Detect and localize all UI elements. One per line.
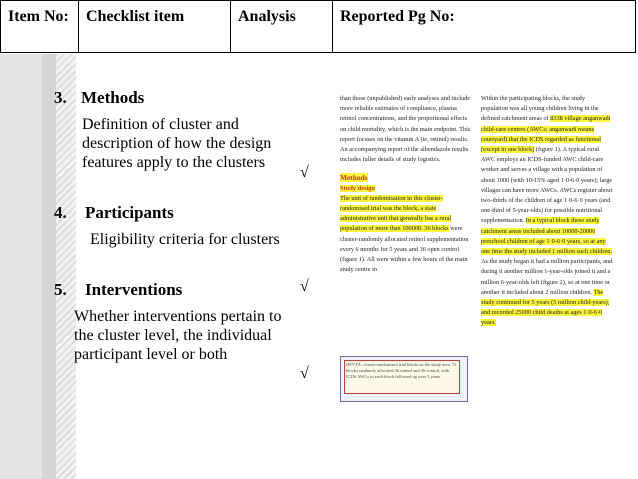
paper-figure-thumbnail [340, 356, 468, 402]
paper-study-design-subheading: Study design [340, 184, 375, 192]
section-participants [54, 203, 304, 249]
interventions-check-mark: √ [300, 365, 309, 382]
paper-right-column: Within the participating blocks, the study population was all young children living in the defined catchment areas of 8338 village anganwadi child-care centres (AWCs; anganwadi means courtyard) that the ICDS regarded as functional (except in one block) (figure 1). A typical rural AWC employs an ICDS-funded AWC child-care worker and serves a village with a population of about 1000 (with 10-15% aged 1·0-6·0 years); large villages can have more AWCs. AWCs register about two-thirds of the children of age 1·0-6·0 years (and one-third of 5-year-olds) for possible nutritional supplementation. In a typical block these study catchment areas included about 10000-20000 preschool children of age 1·0-6·0 years, so at any one time the study included 1 million such children. As the study began it had a million participants, and during it another million 1-year-olds joined it and a million 6-year-olds left (figure 2), so at one time or another it included about 2 million children. The study continued for 5 years (5 million child-years), and recorded 25000 child deaths at ages 1·0-6·0 years. [481, 95, 613, 327]
section-title: Methods [81, 88, 145, 107]
paper-figure-caption: DEVTA: cluster-randomised trial blocks in the study area, 72 blocks randomly allocated 36 retinol and 36 control, with ICDS AWCs in each block followed up over 5 years. [344, 360, 460, 394]
section-description: Definition of cluster and description of how the design features apply to the clusters [82, 116, 272, 171]
section-methods [54, 88, 304, 172]
section-title: Participants [85, 203, 174, 222]
header-analysis: Analysis [231, 1, 333, 53]
paper-intro-text: than those (unpublished) early analyses and include more reliable estimates of compliance, plasma retinol concentrations, and the proportional effects on child mortality, which is the main endpoint. This report focuses on the vitamin A (ie, retinol) results. An accompanying report of the albendazole results includes fuller details of study logistics. [340, 95, 471, 164]
left-decorative-band [0, 54, 42, 479]
section-interventions [54, 280, 304, 364]
paper-excerpt-image [340, 94, 613, 412]
section-title: Interventions [85, 280, 183, 299]
paper-methods-heading: Methods [340, 173, 368, 183]
header-checklist-item: Checklist item [79, 1, 231, 53]
section-number: 3. [54, 88, 67, 107]
checklist-sections [54, 88, 304, 364]
header-reported-page: Reported Pg No: [333, 1, 636, 53]
participants-check-mark: √ [300, 278, 309, 295]
checklist-header-table [0, 0, 636, 53]
section-number: 4. [54, 203, 67, 222]
section-description: Whether interventions pertain to the cluster level, the individual participant level or both [74, 308, 282, 363]
paper-randomisation-text: The unit of randomisation in this cluster-randomised trial was the block, a state administrative unit that generally has a rural population of more than 100000. 36 blocks were cluster-randomly allocated retinol supplementation every 6 months for 5 years and 36 open control (figure 1). All were within a few hours of the main study centre in [340, 194, 469, 274]
section-number: 5. [54, 280, 67, 299]
section-description: Eligibility criteria for clusters [90, 231, 280, 248]
header-item-no: Item No: [1, 1, 79, 53]
methods-check-mark: √ [300, 164, 309, 181]
